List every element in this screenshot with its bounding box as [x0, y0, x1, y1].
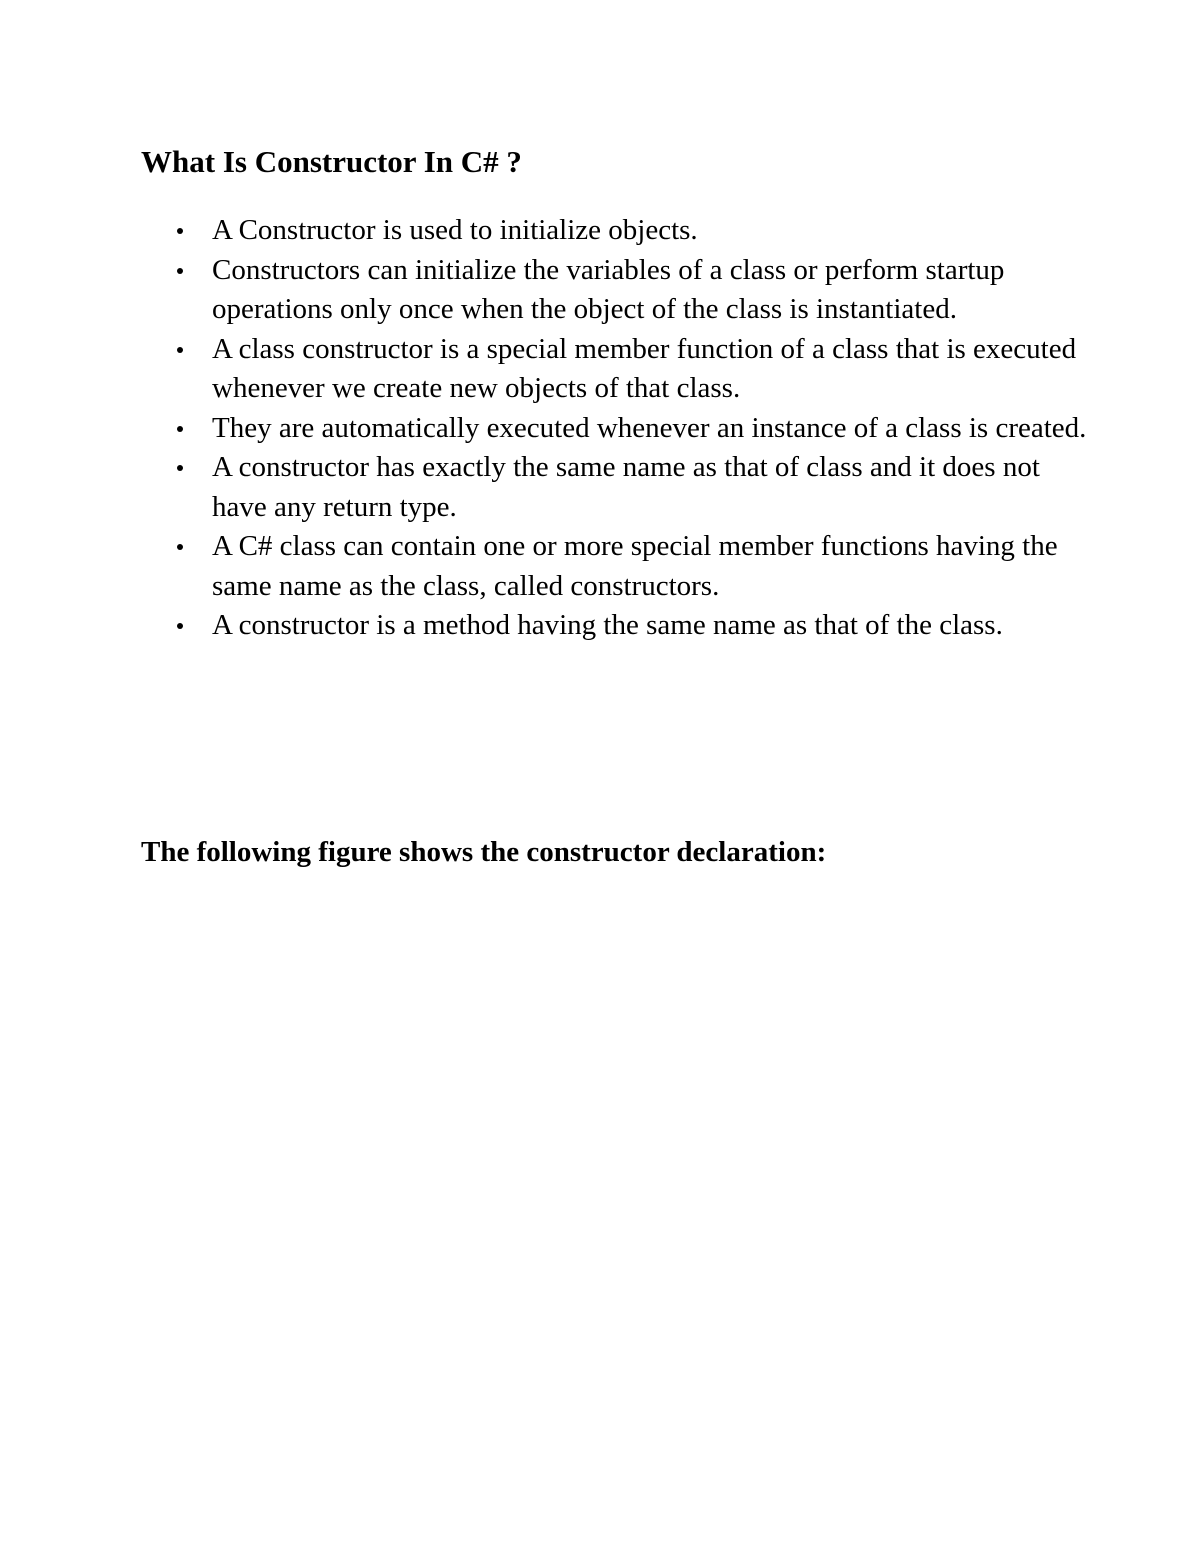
list-item-text: A class constructor is a special member function of a class that is executed whenever we create new objects of that class.	[212, 332, 1077, 404]
list-item	[141, 251, 1101, 330]
bullet-icon	[177, 623, 183, 629]
bullet-icon	[177, 228, 183, 234]
bullet-icon	[177, 347, 183, 353]
list-item	[141, 409, 1101, 449]
list-item	[141, 606, 1101, 646]
bullet-icon	[177, 426, 183, 432]
bullet-icon	[177, 465, 183, 471]
list-item-text: Constructors can initialize the variables of a class or perform startup operations only once when the object of the class is instantiated.	[212, 253, 1005, 325]
list-item	[141, 527, 1101, 606]
list-item-text: A constructor is a method having the same name as that of the class.	[212, 609, 1003, 641]
list-item-text: They are automatically executed whenever an instance of a class is created.	[212, 411, 1087, 444]
page-title: What Is Constructor In C# ?	[141, 144, 522, 179]
list-item-text: A Constructor is used to initialize objects.	[212, 214, 698, 246]
list-item-text: A constructor has exactly the same name as that of class and it does not have any return type.	[212, 451, 1040, 523]
list-item	[141, 330, 1101, 409]
bullet-list	[141, 211, 1101, 646]
list-item	[141, 211, 1101, 251]
list-item-text: A C# class can contain one or more special member functions having the same name as the class, called constructors.	[212, 530, 1058, 602]
bullet-icon	[177, 544, 183, 550]
bullet-icon	[177, 268, 183, 274]
figure-caption-heading: The following figure shows the constructor declaration:	[141, 836, 827, 868]
list-item	[141, 448, 1101, 527]
